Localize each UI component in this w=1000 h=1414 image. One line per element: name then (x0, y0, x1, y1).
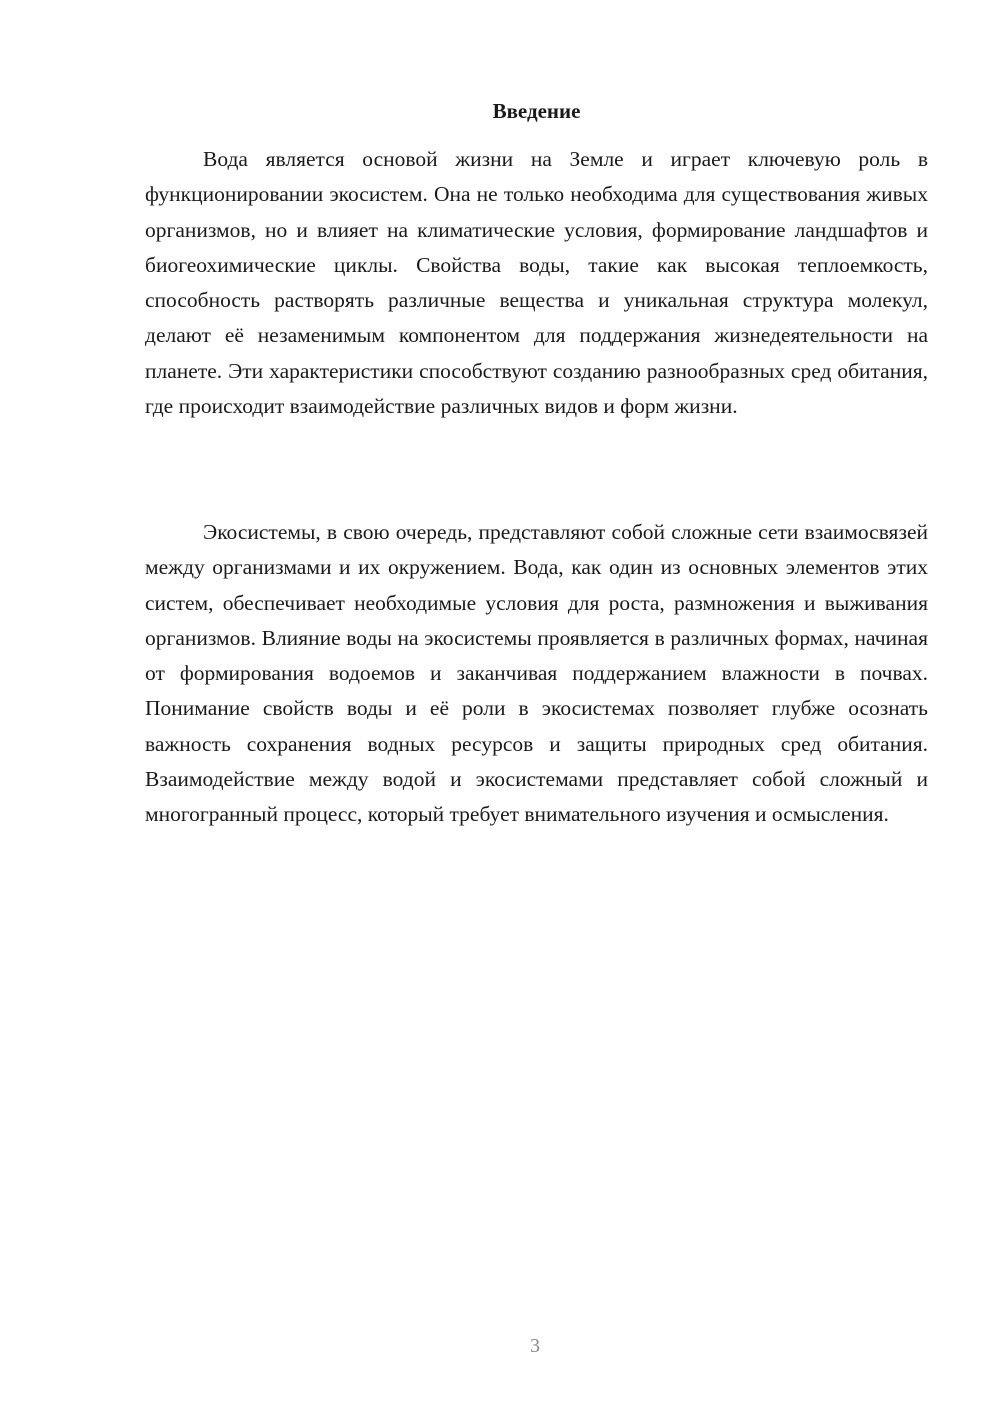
page-number: 3 (530, 1335, 540, 1357)
section-heading: Введение (492, 99, 581, 123)
paragraph-1: Вода является основой жизни на Земле и играет ключевую роль в функционировании экосистем. Она не только необходима для существования живых организмов, но и влияет на климатические условия, формирование ландшафтов и биогеохимические циклы. Свойства воды, такие как высокая теплоемкость, способность растворять различные вещества и уникальная структура молекул, делают её незаменимым компонентом для поддержания жизнедеятельности на планете. Эти характеристики способствуют созданию разнообразных сред обитания, где происходит взаимодействие различных видов и форм жизни. (145, 147, 928, 419)
paragraph-2: Экосистемы, в свою очередь, представляют собой сложные сети взаимосвязей между организмами и их окружением. Вода, как один из основных элементов этих систем, обеспечивает необходимые условия для роста, размножения и выживания организмов. Влияние воды на экосистемы проявляется в различных формах, начиная от формирования водоемов и заканчивая поддержанием влажности в почвах. Понимание свойств воды и её роли в экосистемах позволяет глубже осознать важность сохранения водных ресурсов и защиты природных сред обитания. Взаимодействие между водой и экосистемами представляет собой сложный и многогранный процесс, который требует внимательного изучения и осмысления. (145, 520, 928, 827)
